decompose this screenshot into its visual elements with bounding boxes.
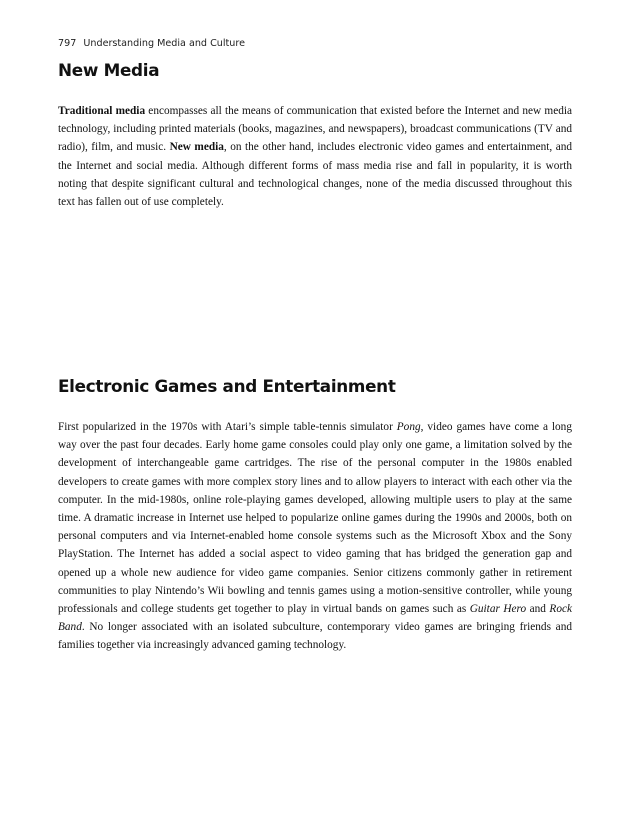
term-traditional-media: Traditional media xyxy=(58,105,146,117)
game-title-pong: Pong xyxy=(396,421,421,433)
section-paragraph-new-media xyxy=(58,102,572,211)
paragraph-text: First popularized in the 1970s with Atari’s simple table-tennis simulator xyxy=(58,421,397,433)
section-title-electronic-games: Electronic Games and Entertainment xyxy=(58,376,396,396)
running-header xyxy=(58,38,245,49)
paragraph-text: , on the other hand, includes electronic video games and entertainment, and the Internet and social media. Although different forms of mass media rise and fall in popularity, it is worth noting that despite significant cultural and technological changes, none of the media discussed throughout this text has fallen out of use completely. xyxy=(58,141,573,209)
paragraph-text: and xyxy=(526,603,550,616)
paragraph-text: . No longer associated with an isolated subculture, contemporary video games are bringing friends and families together via increasingly advanced gaming technology. xyxy=(58,621,572,652)
term-new-media: New media xyxy=(169,141,224,154)
game-title-guitar-hero: Guitar Hero xyxy=(469,603,527,616)
section-title-new-media: New Media xyxy=(58,60,160,80)
paragraph-text: encompasses all the means of communication that existed before the Internet and new media technology, including printed materials (books, magazines, and newspapers), broadcast communications (TV and radio), film, and music. xyxy=(58,105,573,154)
page-number: 797 xyxy=(58,38,77,49)
book-title: Understanding Media and Culture xyxy=(83,38,245,49)
section-paragraph-electronic-games xyxy=(58,418,572,655)
game-title-rock-band: Rock Band xyxy=(58,603,572,634)
paragraph-text: , video games have come a long way over the past four decades. Early home game consoles could play only one game, a limitation solved by the development of interchangeable game cartridges. The rise of the personal computer in the 1980s enabled developers to create games with more complex story lines and to allow players to interact with each other via the computer. In the mid-1980s, online role-playing games developed, allowing multiple users to play at the same time. A dramatic increase in Internet use helped to popularize online games during the 1990s and 2000s, both on personal computers and via Internet-enabled home console systems such as the Microsoft Xbox and the Sony PlayStation. The Internet has added a social aspect to video gaming that has bridged the generation gap and opened up a whole new audience for video game companies. Senior citizens commonly gather in retirement communities to play Nintendo’s Wii bowling and tennis games using a motion-sensitive controller, while young professionals and college students get together to play in virtual bands on games such as xyxy=(58,421,572,616)
